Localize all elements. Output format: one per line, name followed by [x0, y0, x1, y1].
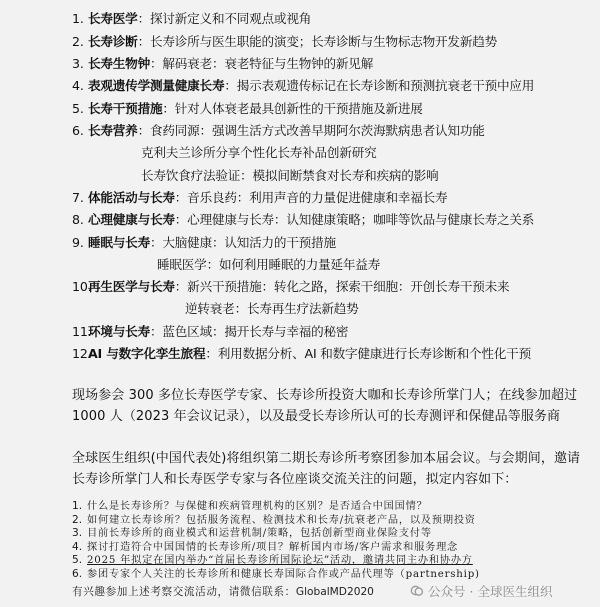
- agenda-topic: 体能活动与长寿: [88, 190, 175, 205]
- discussion-question: 2. 如何建立长寿诊所？包括服务流程、检测技术和长寿/抗衰老产品，以及预期投资: [72, 513, 476, 526]
- agenda-topic: AI 与数字化孪生旅程: [88, 346, 206, 361]
- agenda-topic: 长寿营养: [88, 123, 138, 138]
- agenda-topic: 长寿生物钟: [88, 56, 150, 71]
- agenda-subitem: 克利夫兰诊所分享个性化长寿补品创新研究: [141, 145, 377, 160]
- agenda-item: 11.环境与长寿：蓝色区域：揭开长寿与幸福的秘密: [72, 324, 349, 339]
- watermark: [410, 582, 552, 600]
- agenda-item: 3. 长寿生物钟：解码衰老：衰老特征与生物钟的新见解: [72, 56, 374, 71]
- agenda-topic: 长寿干预措施: [88, 101, 163, 116]
- contact-footer: [72, 584, 374, 599]
- watermark-account-name: 全球医生组织: [477, 584, 553, 599]
- agenda-subitem: 睡眠医学：如何利用睡眠的力量延年益寿: [157, 257, 381, 272]
- agenda-topic: 环境与长寿: [88, 324, 150, 339]
- agenda-item: 4. 表观遗传学测量健康长寿：揭示表观遗传标记在长寿诊断和预测抗衰老干预中应用: [72, 78, 535, 93]
- discussion-question: 5. 2025 年拟定在国内举办“首届长寿诊所国际论坛”活动，邀请共同主办和协办方: [72, 554, 473, 566]
- agenda-item: 12.AI 与数字化孪生旅程：利用数据分析、AI 和数字健康进行长寿诊断和个性化干预: [72, 346, 531, 361]
- agenda-topic: 长寿诊断: [88, 34, 138, 49]
- agenda-item: 6. 长寿营养：食药同源：强调生活方式改善早期阿尔茨海默病患者认知功能: [72, 123, 485, 138]
- agenda-item: 9. 睡眠与长寿：大脑健康：认知活力的干预措施: [72, 235, 336, 250]
- wechat-official-account-icon: [410, 584, 424, 598]
- agenda-topic: 长寿医学: [88, 11, 138, 26]
- agenda-subitem: 逆转衰老：长寿再生疗法新趋势: [185, 301, 359, 316]
- agenda-topic: 再生医学与长寿: [88, 279, 175, 294]
- discussion-question: 4. 探讨打造符合中国国情的长寿诊所/项目？解析国内市场/客户需求和服务理念: [72, 540, 459, 553]
- agenda-item: 2. 长寿诊断：长寿诊所与医生职能的演变；长寿诊断与生物标志物开发新趋势: [72, 34, 498, 49]
- discussion-question: 6. 参团专家个人关注的长寿诊所和健康长寿国际合作或产品代理等（partnership): [72, 567, 480, 580]
- agenda-item: 1. 长寿医学：探讨新定义和不同观点或视角: [72, 11, 312, 26]
- contact-text: 有兴趣参加上述考察交流活动，请微信联系：: [72, 586, 296, 598]
- delegation-paragraph-line: 全球医生组织(中国代表处)将组织第二期长寿诊所考察团参加本届会议。与会期间，邀请: [72, 451, 581, 466]
- agenda-item: 7. 体能活动与长寿：音乐良药：利用声音的力量促进健康和幸福长寿: [72, 190, 448, 205]
- delegation-paragraph-line: 长寿诊所掌门人和长寿医学专家与各位座谈交流关注的问题，拟定内容如下：: [72, 472, 518, 487]
- discussion-question: 1. 什么是长寿诊所？与保健和疾病管理机构的区别？是否适合中国国情？: [72, 500, 428, 512]
- discussion-question: 3. 目前长寿诊所的商业模式和运营机制/策略，包括创新型商业保险支付等: [72, 527, 432, 539]
- agenda-topic: 睡眠与长寿: [88, 235, 150, 250]
- agenda-item: 10.再生医学与长寿：新兴干预措施：转化之路，探索干细胞：开创长寿干预未来: [72, 279, 510, 294]
- agenda-item: 5. 长寿干预措施：针对人体衰老最具创新性的干预措施及新进展: [72, 101, 423, 116]
- agenda-item: 8. 心理健康与长寿：心理健康与长寿：认知健康策略；咖啡等饮品与健康长寿之关系: [72, 212, 535, 227]
- agenda-topic: 表观遗传学测量健康长寿: [88, 78, 225, 93]
- agenda-subitem: 长寿饮食疗法验证：模拟间断禁食对长寿和疾病的影响: [141, 168, 439, 183]
- attendance-paragraph-line: 1000 人（2023 年会议记录），以及最受长寿诊所认可的长寿测评和保健品等服务商: [72, 409, 561, 424]
- attendance-paragraph-line: 现场参会 300 多位长寿医学专家、长寿诊所投资大咖和长寿诊所掌门人；在线参加超过: [72, 388, 578, 403]
- wechat-id[interactable]: GlobalMD2020: [295, 586, 374, 598]
- watermark-prefix: 公众号 ·: [428, 584, 474, 599]
- agenda-topic: 心理健康与长寿: [88, 212, 175, 227]
